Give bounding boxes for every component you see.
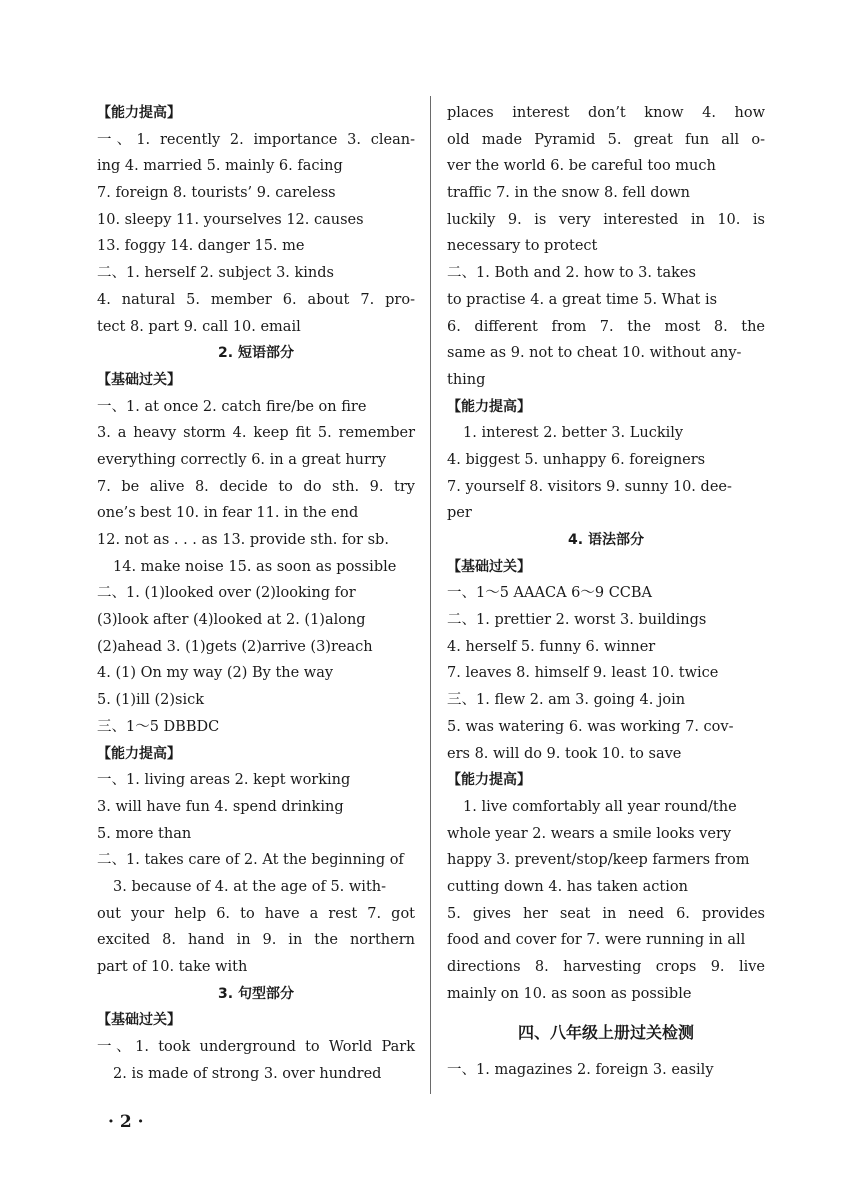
answer-line: 1. interest 2. better 3. Luckily — [463, 425, 684, 442]
answer-line: 二、1. takes care of 2. At the beginning of — [97, 852, 404, 869]
answer-line: 一、1～5 AAACA 6～9 CCBA — [447, 585, 653, 602]
answer-line: 7. foreign 8. tourists’ 9. careless — [97, 185, 336, 202]
subsection-label: 【能力提高】 — [447, 772, 531, 789]
answer-line: excited 8. hand in 9. in the northern — [97, 932, 415, 949]
answer-line: one’s best 10. in fear 11. in the end — [97, 505, 359, 522]
answer-line: ing 4. married 5. mainly 6. facing — [97, 158, 343, 175]
section-heading: 4. 语法部分 — [568, 532, 644, 548]
answer-line: (3)look after (4)looked at 2. (1)along — [97, 612, 366, 629]
answer-line: tect 8. part 9. call 10. email — [97, 318, 301, 335]
answer-line: 2. is made of strong 3. over hundred — [113, 1065, 382, 1082]
section-heading: 2. 短语部分 — [218, 345, 294, 362]
answer-line: to practise 4. a great time 5. What is — [447, 291, 718, 308]
answer-line: 4. (1) On my way (2) By the way — [97, 665, 334, 682]
subsection-label: 【能力提高】 — [97, 105, 181, 121]
answer-line: 5. was watering 6. was working 7. cov- — [447, 718, 734, 735]
answer-line: 12. not as . . . as 13. provide sth. for sb. — [97, 532, 389, 548]
answer-line: traffic 7. in the snow 8. fell down — [447, 185, 691, 202]
answer-line: ver the world 6. be careful too much — [447, 158, 716, 175]
answer-line: 14. make noise 15. as soon as possible — [113, 558, 397, 575]
answer-line: luckily 9. is very interested in 10. is — [447, 211, 765, 228]
answer-line: per — [447, 505, 472, 522]
answer-line: 5. more than — [97, 825, 192, 842]
answer-line: everything correctly 6. in a great hurry — [97, 451, 387, 468]
answer-line: 7. be alive 8. decide to do sth. 9. try — [97, 478, 415, 495]
answer-line: 4. biggest 5. unhappy 6. foreigners — [447, 451, 706, 468]
answer-line: 6. different from 7. the most 8. the — [447, 318, 765, 335]
answer-line: 一、1. took underground to World Park — [97, 1039, 415, 1056]
answer-line: 一、1. magazines 2. foreign 3. easily — [447, 1062, 714, 1079]
answer-line: 二、1. herself 2. subject 3. kinds — [97, 265, 334, 282]
answer-line: 7. leaves 8. himself 9. least 10. twice — [447, 665, 719, 682]
answer-line: 3. because of 4. at the age of 5. with- — [113, 878, 387, 895]
answer-line: 一、1. recently 2. importance 3. clean- — [97, 131, 415, 148]
answer-line: same as 9. not to cheat 10. without any- — [447, 345, 742, 362]
answer-line: 13. foggy 14. danger 15. me — [97, 238, 305, 255]
column-divider — [430, 96, 431, 1094]
answer-line: cutting down 4. has taken action — [447, 878, 688, 895]
subsection-label: 【能力提高】 — [97, 745, 181, 762]
answer-line: 3. will have fun 4. spend drinking — [97, 798, 344, 815]
answer-line: out your help 6. to have a rest 7. got — [97, 905, 415, 922]
answer-line: 5. (1)ill (2)sick — [97, 692, 205, 709]
page-number: · 2 · — [108, 1112, 144, 1132]
answer-line: 5. gives her seat in need 6. provides — [447, 905, 765, 922]
subsection-label: 【基础过关】 — [97, 1012, 181, 1029]
answer-line: mainly on 10. as soon as possible — [447, 985, 692, 1002]
answer-line: 二、1. Both and 2. how to 3. takes — [447, 265, 696, 282]
answer-line: 7. yourself 8. visitors 9. sunny 10. dee- — [447, 478, 732, 495]
answer-line: thing — [447, 371, 486, 388]
answer-line: 10. sleepy 11. yourselves 12. causes — [97, 211, 364, 228]
answer-line: necessary to protect — [447, 238, 598, 255]
subsection-label: 【能力提高】 — [447, 398, 531, 415]
left-column — [97, 100, 415, 1087]
subsection-label: 【基础过关】 — [447, 558, 531, 575]
answer-line: whole year 2. wears a smile looks very — [447, 825, 732, 842]
answer-line: ers 8. will do 9. took 10. to save — [447, 745, 682, 762]
answer-line: 二、1. (1)looked over (2)looking for — [97, 585, 356, 602]
answer-line: (2)ahead 3. (1)gets (2)arrive (3)reach — [97, 638, 373, 655]
subsection-label: 【基础过关】 — [97, 371, 181, 388]
right-column — [447, 100, 765, 1084]
answer-line: 4. natural 5. member 6. about 7. pro- — [97, 291, 415, 308]
answer-line: places interest don’t know 4. how — [447, 105, 765, 121]
answer-line: directions 8. harvesting crops 9. live — [447, 959, 765, 975]
answer-line: 一、1. at once 2. catch fire/be on fire — [97, 398, 367, 415]
answer-line: 3. a heavy storm 4. keep fit 5. remember — [97, 425, 415, 442]
section-heading: 3. 句型部分 — [218, 985, 294, 1002]
chapter-heading: 四、八年级上册过关检测 — [517, 1023, 694, 1043]
answer-line: 三、1～5 DBBDC — [97, 718, 220, 735]
answer-line: happy 3. prevent/stop/keep farmers from — [447, 852, 750, 869]
answer-line: old made Pyramid 5. great fun all o- — [447, 131, 765, 148]
answer-line: 二、1. prettier 2. worst 3. buildings — [447, 612, 707, 629]
answer-line: food and cover for 7. were running in all — [447, 932, 746, 949]
answer-line: 1. live comfortably all year round/the — [463, 798, 737, 815]
answer-line: 三、1. flew 2. am 3. going 4. join — [447, 692, 686, 709]
answer-line: 4. herself 5. funny 6. winner — [447, 638, 656, 655]
answer-line: 一、1. living areas 2. kept working — [97, 772, 351, 789]
answer-line: part of 10. take with — [97, 959, 248, 975]
